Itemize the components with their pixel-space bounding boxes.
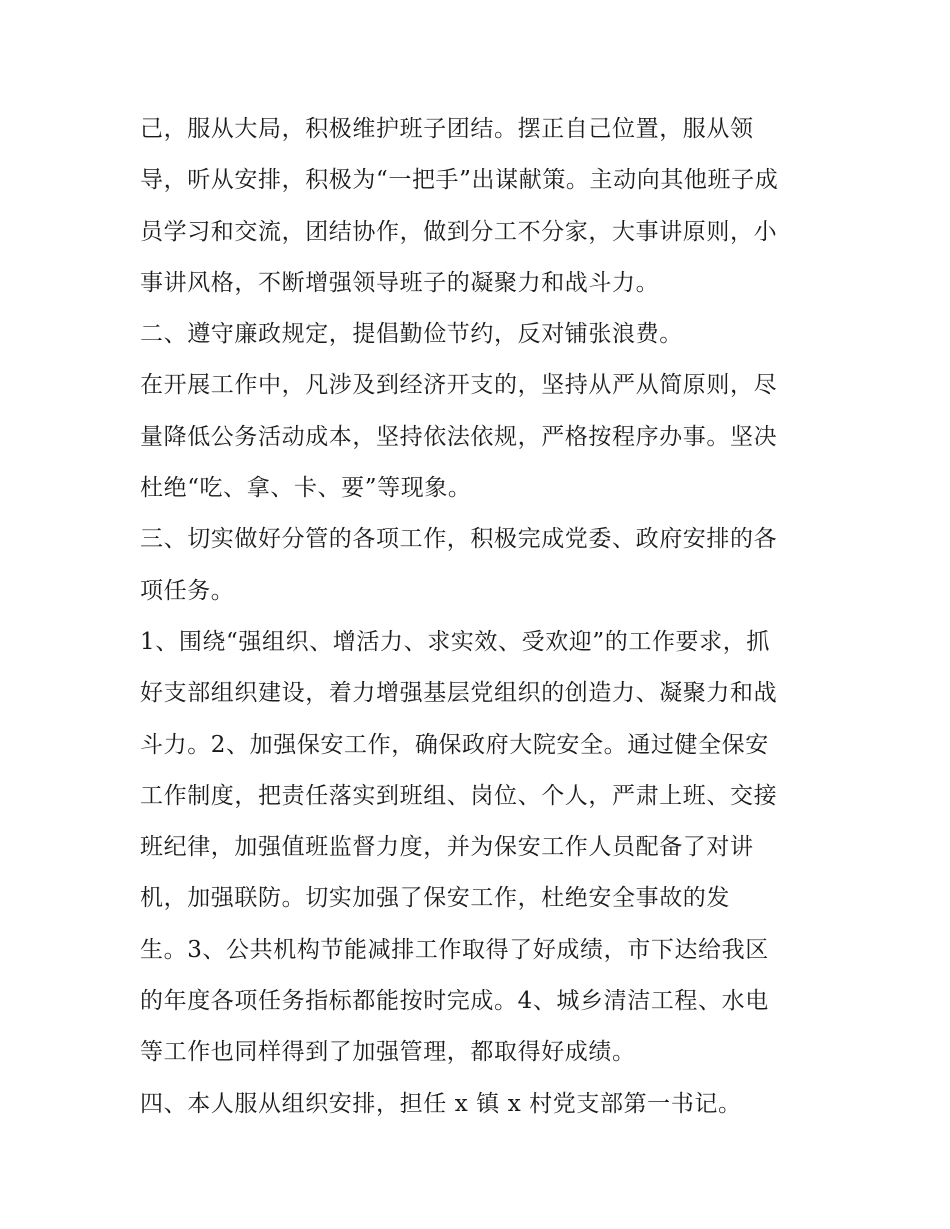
text-line: 在开展工作中，凡涉及到经济开支的，坚持从严从简原则，尽 [140,372,778,399]
text-line: 量降低公务活动成本，坚持依法依规，严格按程序办事。坚决 [140,423,778,450]
text-line: 事讲风格，不断增强领导班子的凝聚力和战斗力。 [140,269,660,296]
text-line: 杜绝“吃、拿、卡、要”等现象。 [140,475,472,502]
text-line: 班纪律，加强值班监督力度，并为保安工作人员配备了对讲 [140,834,754,861]
text-line: 斗力。2、加强保安工作，确保政府大院安全。通过健全保安 [140,731,769,758]
text-line: 等工作也同样得到了加强管理，都取得好成绩。 [140,1039,636,1066]
section-heading: 四、本人服从组织安排，担任 x 镇 x 村党支部第一书记。 [140,1090,742,1117]
text-line: 己，服从大局，积极维护班子团结。摆正自己位置，服从领 [140,116,754,142]
text-line: 好支部组织建设，着力增强基层党组织的创造力、凝聚力和战 [140,680,778,707]
text-line: 工作制度，把责任落实到班组、岗位、个人，严肃上班、交接 [140,782,778,809]
text-line: 员学习和交流，团结协作，做到分工不分家，大事讲原则，小 [140,218,778,245]
section-heading: 三、切实做好分管的各项工作，积极完成党委、政府安排的各 [140,526,778,553]
document-body [140,104,820,1130]
text-line: 1、围绕“强组织、增活力、求实效、受欢迎”的工作要求，抓 [140,628,770,655]
text-line: 机，加强联防。切实加强了保安工作，杜绝安全事故的发 [140,885,730,912]
text-line: 生。3、公共机构节能减排工作取得了好成绩，市下达给我区 [140,936,769,963]
text-line: 的年度各项任务指标都能按时完成。4、城乡清洁工程、水电 [140,988,769,1015]
text-line: 项任务。 [140,577,235,604]
section-heading: 二、遵守廉政规定，提倡勤俭节约，反对铺张浪费。 [140,321,683,348]
text-line: 导，听从安排，积极为“一把手”出谋献策。主动向其他班子成 [140,167,779,194]
